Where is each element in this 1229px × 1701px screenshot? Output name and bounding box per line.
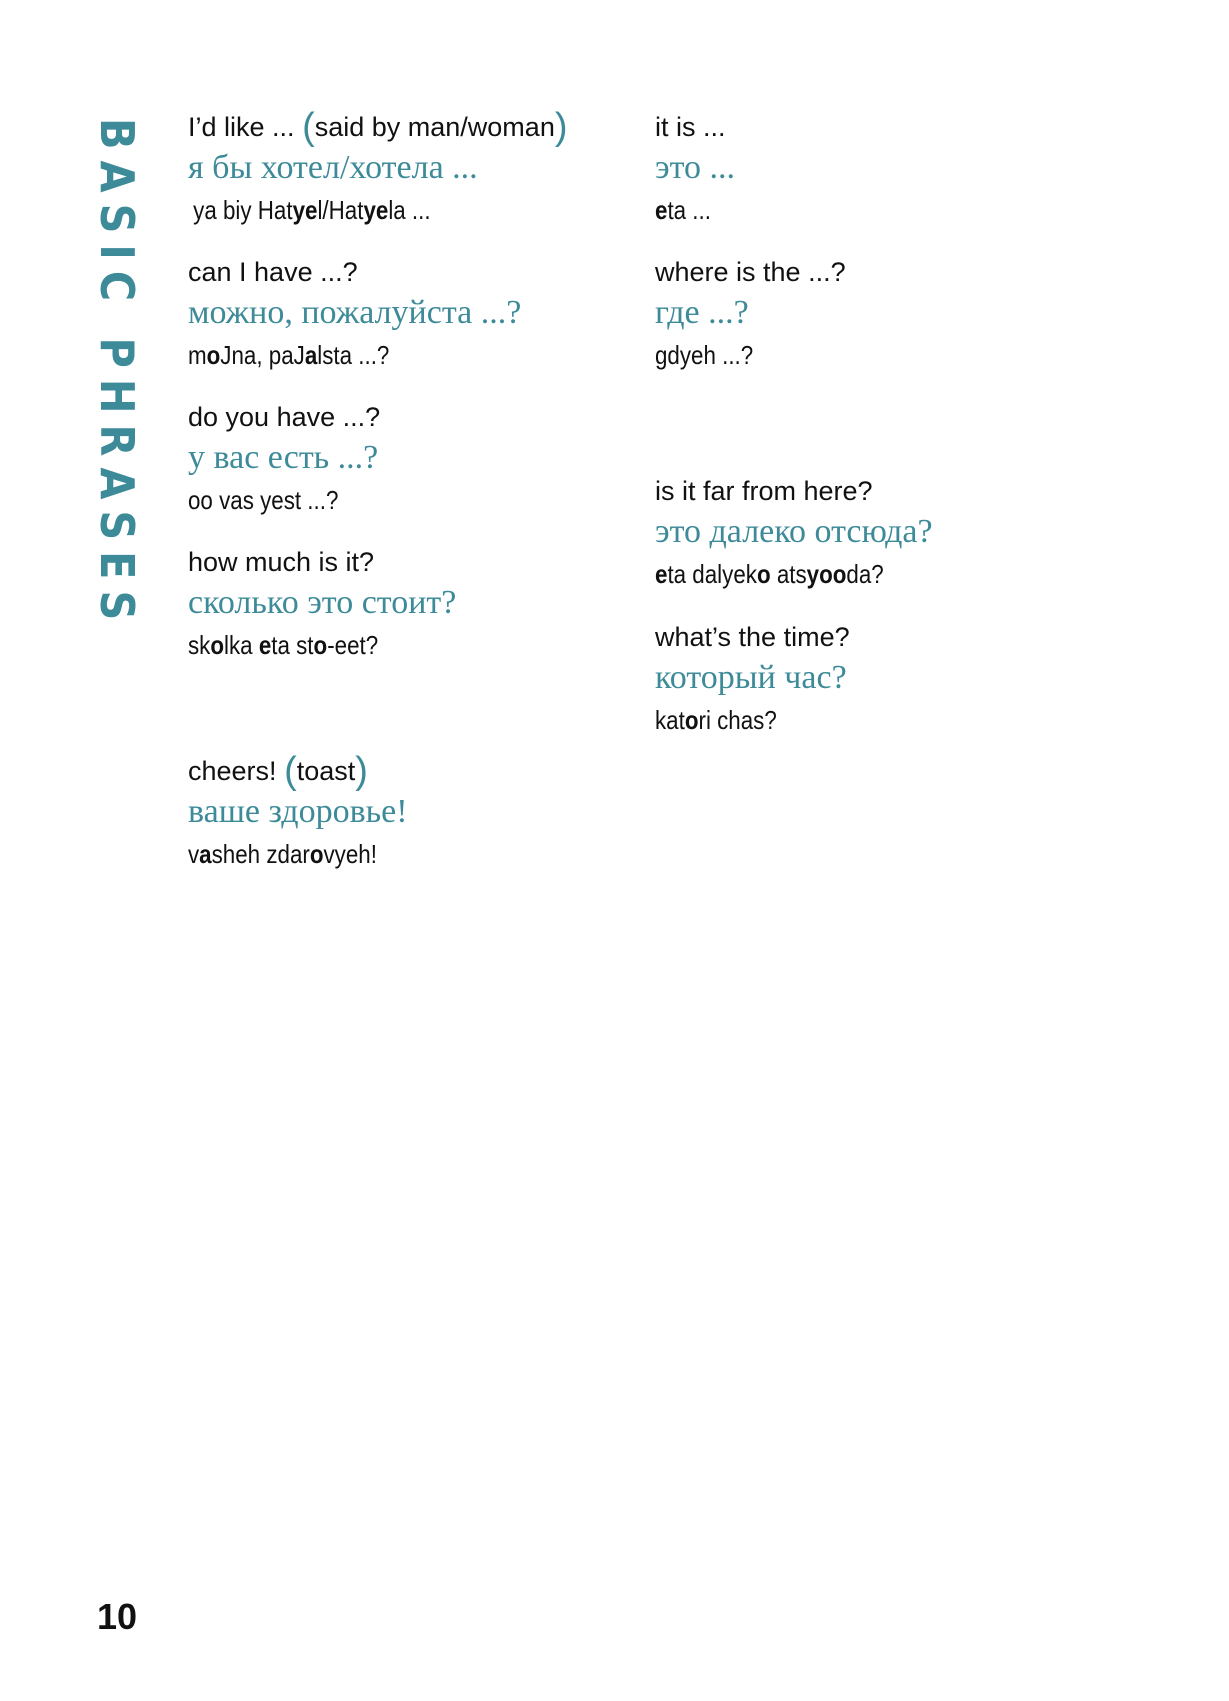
english-phrase: what’s the time?: [655, 622, 850, 652]
russian-phrase: это далеко отсюда?: [655, 513, 933, 550]
transliteration: moJna, paJalsta ...?: [188, 340, 390, 370]
english-phrase: where is the ...?: [655, 257, 846, 287]
phrase-entry: [655, 108, 735, 230]
phrase-entry: [188, 543, 456, 665]
phrase-entry: [655, 253, 846, 375]
transliteration: skolka eta sto-eet?: [188, 630, 379, 660]
russian-phrase: это ...: [655, 149, 736, 186]
phrase-note: (said by man/woman): [302, 106, 568, 148]
english-phrase: how much is it?: [188, 547, 375, 577]
transliteration: ya biy Hatyel/Hatyela ...: [193, 195, 431, 225]
phrase-entry: [188, 253, 521, 375]
transliteration: vasheh zdarovyeh!: [188, 839, 377, 869]
phrase-entry: [188, 398, 380, 520]
section-title: BASIC PHRASES: [90, 118, 144, 632]
english-phrase: it is ...: [655, 112, 726, 142]
transliteration: eta ...: [655, 195, 711, 225]
russian-phrase: который час?: [655, 659, 847, 696]
phrase-entry: [655, 618, 850, 740]
english-phrase: cheers! (toast): [188, 750, 368, 792]
transliteration: eta dalyeko atsyooda?: [655, 559, 884, 589]
phrase-note: (toast): [284, 750, 368, 792]
phrase-entry: [188, 752, 408, 874]
english-phrase: is it far from here?: [655, 476, 873, 506]
phrase-entry: [655, 472, 933, 594]
russian-phrase: можно, пожалуйста ...?: [188, 294, 522, 331]
english-phrase: I’d like ... (said by man/woman): [188, 106, 568, 148]
phrase-entry: [188, 108, 568, 230]
english-phrase: do you have ...?: [188, 402, 381, 432]
russian-phrase: я бы хотел/хотела ...: [188, 149, 478, 186]
page-number: 10: [97, 1596, 138, 1637]
transliteration: katori chas?: [655, 705, 777, 735]
english-phrase: can I have ...?: [188, 257, 358, 287]
transliteration: gdyeh ...?: [655, 340, 754, 370]
russian-phrase: где ...?: [655, 294, 749, 331]
russian-phrase: ваше здоровье!: [188, 793, 408, 830]
russian-phrase: сколько это стоит?: [188, 584, 457, 621]
russian-phrase: у вас есть ...?: [188, 439, 379, 476]
transliteration: oo vas yest ...?: [188, 485, 339, 515]
